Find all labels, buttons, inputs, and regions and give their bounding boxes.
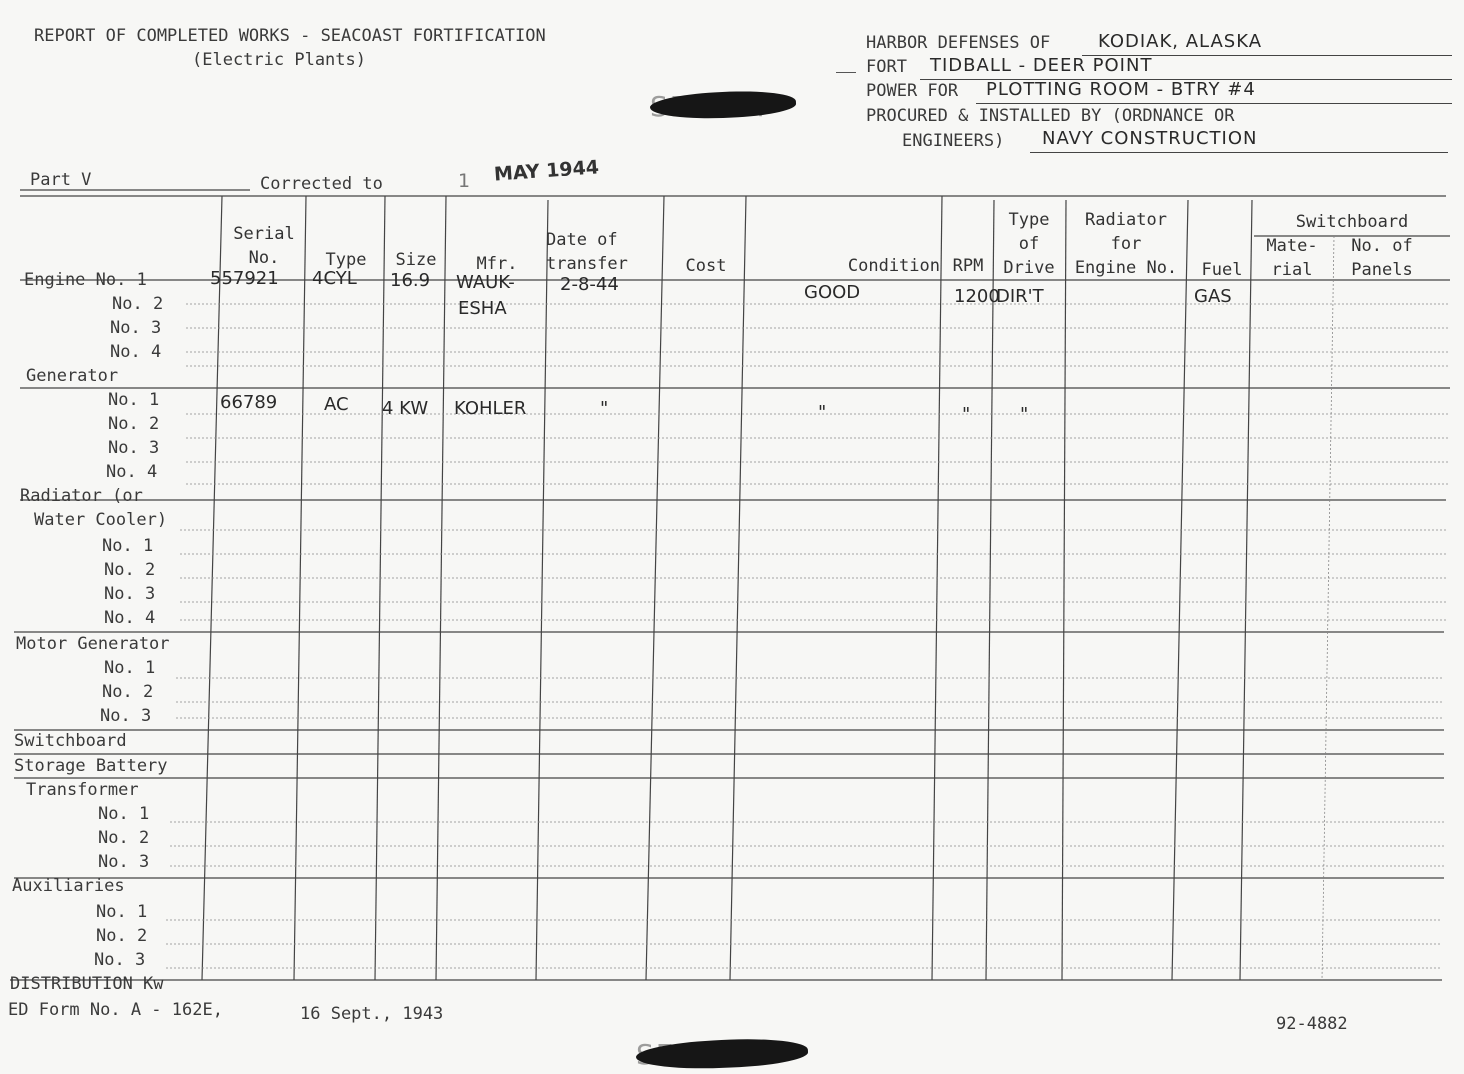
procured-label: PROCURED & INSTALLED BY (ORDNANCE OR <box>866 106 1235 126</box>
row-rad-1: No. 1 <box>102 536 154 556</box>
generator-1-type: AC <box>324 394 349 415</box>
power-label: POWER FOR <box>866 81 959 101</box>
generator-1-date-ditto: " <box>600 398 609 419</box>
col-cost: Cost <box>685 256 727 276</box>
row-tr-3: No. 3 <box>98 852 150 872</box>
generator-1-condition-ditto: " <box>818 402 827 423</box>
engine-1-serial: 557921 <box>210 268 279 289</box>
row-transformer: Transformer <box>26 780 139 800</box>
procured-label-2: ENGINEERS) <box>902 131 1005 151</box>
harbor-label: HARBOR DEFENSES OF <box>866 33 1051 53</box>
row-engine-4: No. 4 <box>110 342 162 362</box>
row-auxiliaries: Auxiliaries <box>12 876 125 896</box>
row-aux-2: No. 2 <box>96 926 148 946</box>
col-mfr: Mfr. <box>476 254 518 274</box>
corrected-day: 1 <box>458 170 471 192</box>
corrected-label: Corrected to <box>260 174 383 194</box>
engine-1-condition: GOOD <box>804 282 861 303</box>
col-drive: Type of Drive <box>1003 210 1055 278</box>
engine-1-drive: DIR'T <box>996 286 1044 307</box>
generator-1-rpm-ditto: " <box>962 404 971 425</box>
row-engine-2: No. 2 <box>112 294 164 314</box>
row-gen-3: No. 3 <box>108 438 160 458</box>
row-gen-4: No. 4 <box>106 462 158 482</box>
generator-1-drive-ditto: " <box>1020 404 1029 425</box>
col-type: Type <box>325 250 367 270</box>
row-tr-1: No. 1 <box>98 804 150 824</box>
row-aux-1: No. 1 <box>96 902 148 922</box>
row-switchboard: Switchboard <box>14 731 127 751</box>
generator-1-size: 4 KW <box>382 398 429 419</box>
col-condition: Condition <box>847 256 940 276</box>
row-rad-4: No. 4 <box>104 608 156 628</box>
col-panels: No. of Panels <box>1351 236 1413 280</box>
engine-1-size: 16.9 <box>390 270 431 291</box>
row-gen-1: No. 1 <box>108 390 160 410</box>
date-stamp: MAY 1944 <box>493 156 600 186</box>
part-label: Part V <box>30 170 92 190</box>
row-storage-battery: Storage Battery <box>14 756 168 776</box>
fort-value: TIDBALL - DEER POINT <box>930 55 1153 76</box>
row-gen-2: No. 2 <box>108 414 160 434</box>
col-radiator: Radiator for Engine No. <box>1074 210 1178 278</box>
harbor-value: KODIAK, ALASKA <box>1098 31 1263 52</box>
col-switchboard: Switchboard <box>1295 212 1409 232</box>
row-mg-3: No. 3 <box>100 706 152 726</box>
procured-value: NAVY CONSTRUCTION <box>1042 128 1258 149</box>
col-date-transfer: Date of transfer <box>546 230 628 274</box>
row-generator: Generator <box>26 366 119 386</box>
engine-1-rpm: 1200 <box>954 286 1000 307</box>
engine-1-type: 4CYL <box>312 268 357 289</box>
col-material: Mate- rial <box>1266 236 1318 280</box>
generator-1-serial: 66789 <box>220 392 278 413</box>
engine-1-mfr-cont: ESHA <box>458 298 507 319</box>
row-tr-2: No. 2 <box>98 828 150 848</box>
col-fuel: Fuel <box>1201 260 1243 280</box>
row-rad-3: No. 3 <box>104 584 156 604</box>
row-radiator: Radiator (or <box>20 486 143 506</box>
document-number: 92-4882 <box>1276 1014 1348 1034</box>
col-size: Size <box>395 250 437 270</box>
engine-1-mfr: WAUK- <box>456 272 515 293</box>
form-date: 16 Sept., 1943 <box>300 1004 444 1024</box>
row-rad-2: No. 2 <box>104 560 156 580</box>
row-engine-3: No. 3 <box>110 318 162 338</box>
fort-label: FORT <box>866 57 907 77</box>
engine-1-date: 2-8-44 <box>560 274 619 295</box>
report-subtitle: (Electric Plants) <box>192 50 366 70</box>
col-rpm: RPM <box>952 256 984 276</box>
row-motor-generator: Motor Generator <box>16 634 170 654</box>
form-number: ED Form No. A - 162E, <box>8 1000 223 1020</box>
row-mg-2: No. 2 <box>102 682 154 702</box>
row-aux-3: No. 3 <box>94 950 146 970</box>
row-water-cooler: Water Cooler) <box>34 510 168 530</box>
distribution-label: DISTRIBUTION Kw <box>10 974 164 994</box>
col-serial: Serial No. <box>233 224 295 268</box>
row-engine-1: Engine No. 1 <box>24 270 147 290</box>
generator-1-mfr: KOHLER <box>454 398 527 419</box>
power-value: PLOTTING ROOM - BTRY #4 <box>986 79 1256 100</box>
report-title: REPORT OF COMPLETED WORKS - SEACOAST FORTIFICATION <box>34 26 546 46</box>
engine-1-fuel: GAS <box>1194 286 1232 307</box>
row-mg-1: No. 1 <box>104 658 156 678</box>
